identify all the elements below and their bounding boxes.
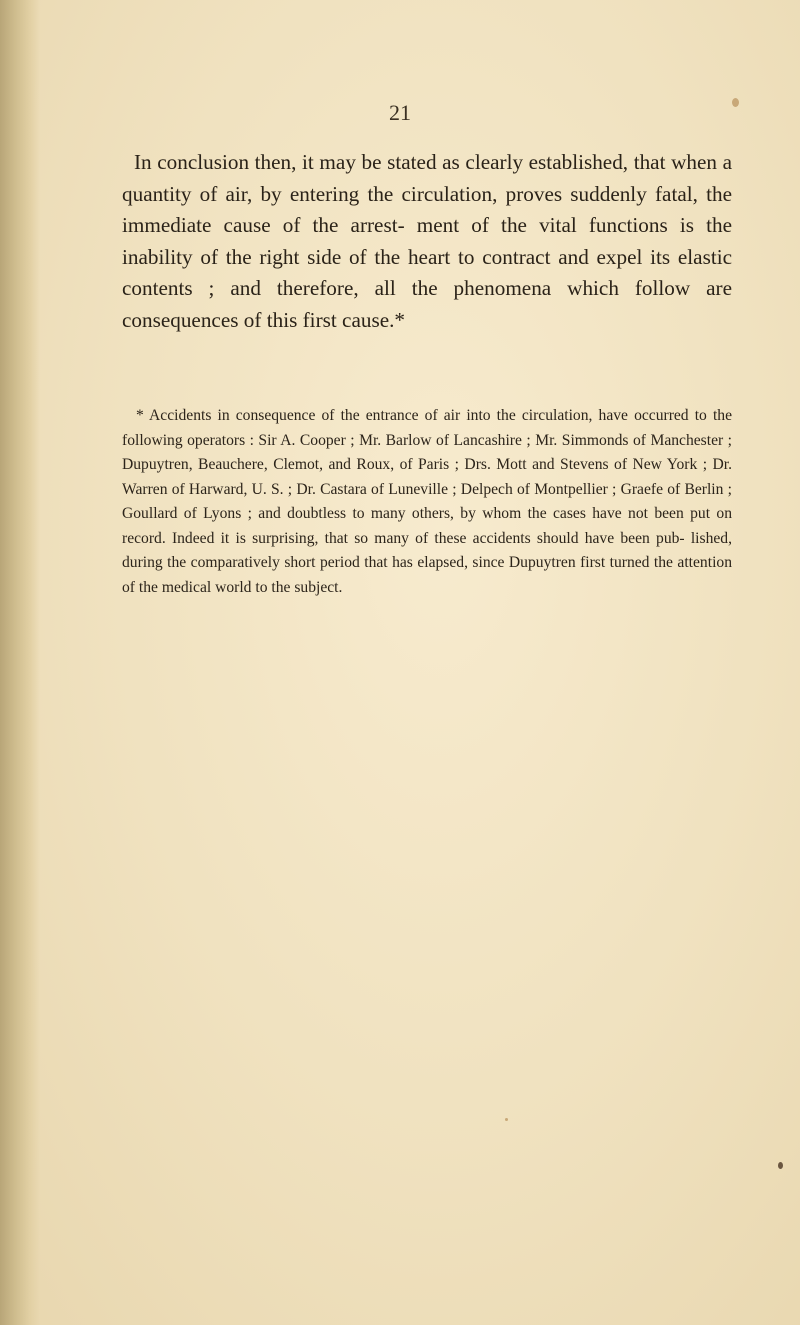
paper-speck: [505, 1118, 508, 1121]
paper-speck: [732, 98, 739, 107]
main-paragraph: In conclusion then, it may be stated as clearly established, that when a quantity of air, by entering the circulation, proves suddenly fatal, the immediate cause of the arrest- ment of the vital functions is the inability of the right side of the heart to contract and expel its elastic contents ; and therefore, all the phenomena which follow are consequences of this first cause.*: [122, 150, 732, 332]
footnote: * Accidents in consequence of the entrance of air into the circulation, have occurred to the following operators : Sir A. Cooper ; Mr. Barlow of Lancashire ; Mr. Simmonds of Manchester ; Dupuytren, Beauchere, Clemot, and Roux, of Paris ; Drs. Mott and Stevens of New York ; Dr. Warren of Harward, U. S. ; Dr. Castara of Luneville ; Delpech of Montpellier ; Graefe of Berlin ; Goullard of Lyons ; and doubtless to many others, by whom the cases have not been put on record. Indeed it is surprising, that so many of these accidents should have been pub- lished, during the comparatively short period that has elapsed, since Dupuytren first turned the attention of the medical world to the subject.: [122, 407, 732, 596]
paper-speck: [778, 1162, 783, 1169]
page-number: 21: [389, 100, 411, 125]
page-spine-shadow: [0, 0, 40, 1325]
